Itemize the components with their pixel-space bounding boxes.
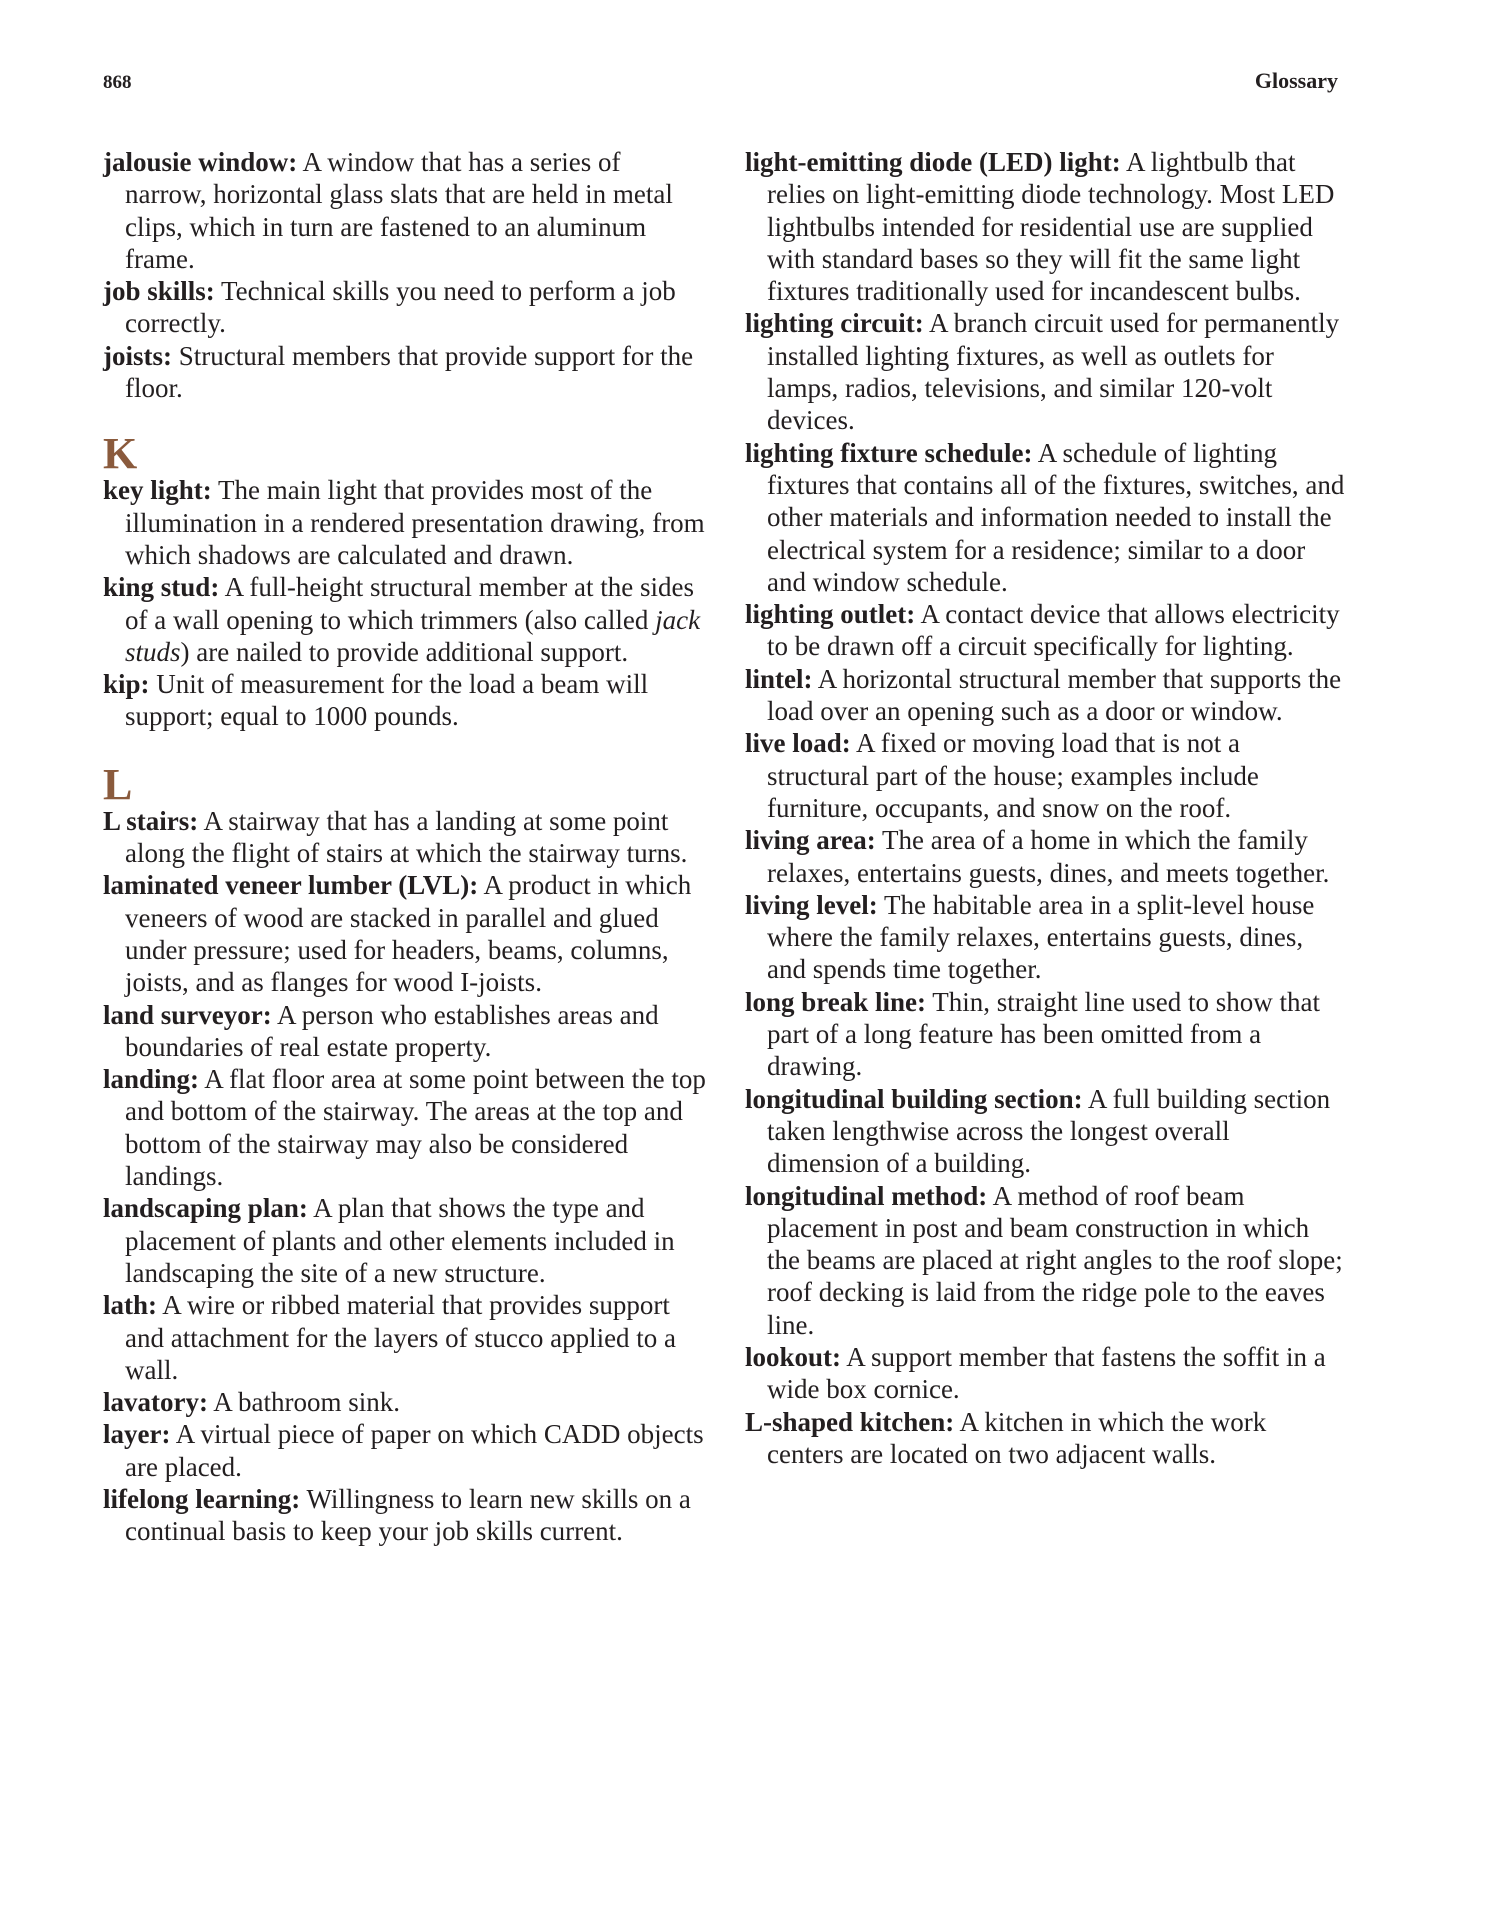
entry-definition: A full-height structural member at the sides of a wall opening to which trimmers (also called xyxy=(125,572,694,635)
glossary-entry xyxy=(745,1083,1345,1180)
letter-heading-k: K xyxy=(103,429,138,479)
entry-definition: A full building section taken lengthwise across the longest overall dimension of a building. xyxy=(767,1083,1331,1179)
entry-definition: A kitchen in which the work centers are located on two adjacent walls. xyxy=(767,1406,1267,1469)
entry-term: key light: xyxy=(103,475,212,506)
entry-definition: A stairway that has a landing at some point along the flight of stairs at which the stairway turns. xyxy=(125,805,688,869)
entry-term: kip: xyxy=(103,669,150,700)
entry-term: joists: xyxy=(103,340,172,371)
running-head: Glossary xyxy=(1254,68,1338,93)
glossary-entry xyxy=(103,1063,708,1192)
entry-definition: The area of a home in which the family relaxes, entertains guests, dines, and meets together. xyxy=(767,825,1330,888)
entry-term: living level: xyxy=(745,889,878,920)
entry-definition: Unit of measurement for the load a beam will support; equal to 1000 pounds. xyxy=(125,669,649,732)
entry-term: job skills: xyxy=(103,276,215,307)
glossary-entry xyxy=(745,307,1345,436)
glossary-entry xyxy=(745,146,1345,307)
entry-term: long break line: xyxy=(745,986,927,1017)
entry-definition: The habitable area in a split-level house where the family relaxes, entertains guests, dines, and spends time together. xyxy=(767,889,1315,985)
entry-term: lighting fixture schedule: xyxy=(745,437,1033,468)
entry-term: lintel: xyxy=(745,663,813,694)
glossary-entry xyxy=(103,1418,708,1483)
entry-definition: The main light that provides most of the illumination in a rendered presentation drawing, from which shadows are calculated and drawn. xyxy=(125,475,705,570)
entry-definition: Structural members that provide support for the floor. xyxy=(125,340,694,404)
entry-definition: A schedule of lighting fixtures that contains all of the fixtures, switches, and other materials and information needed to install the electrical system for a residence; similar to a door and window schedule. xyxy=(767,437,1345,597)
entry-term: living area: xyxy=(745,825,876,856)
glossary-entry xyxy=(745,824,1345,889)
entry-definition: A method of roof beam placement in post and beam construction in which the beams are placed at right angles to the roof slope; roof decking is laid from the ridge pole to the eaves line. xyxy=(767,1180,1343,1340)
entry-term: live load: xyxy=(745,728,851,759)
glossary-entry xyxy=(103,571,708,668)
entry-term: lavatory: xyxy=(103,1387,208,1418)
entry-term: light-emitting diode (LED) light: xyxy=(745,147,1121,177)
entry-definition: A branch circuit used for permanently installed lighting fixtures, as well as outlets for lamps, radios, televisions, and similar 120-volt devices. xyxy=(767,308,1340,436)
entry-term: layer: xyxy=(103,1419,171,1450)
entry-term: lighting outlet: xyxy=(745,599,916,630)
page-number: 868 xyxy=(103,72,132,93)
glossary-entry xyxy=(745,1406,1345,1471)
entry-term: laminated veneer lumber (LVL): xyxy=(103,870,479,901)
entry-definition: A contact device that allows electricity to be drawn off a circuit specifically for lighting. xyxy=(767,599,1340,662)
entry-definition: Technical skills you need to perform a job correctly. xyxy=(125,276,676,339)
entry-definition: A bathroom sink. xyxy=(207,1387,400,1418)
entry-term: L stairs: xyxy=(103,805,199,836)
entry-term: jalousie window: xyxy=(103,147,298,177)
entry-term: lookout: xyxy=(745,1341,842,1372)
entry-definition: A lightbulb that relies on light-emitting diode technology. Most LED lightbulbs intended for residential use are supplied with standard bases so they will fit the same light fixtures traditionally used for incandescent bulbs. xyxy=(767,147,1335,307)
entry-definition: A window that has a series of narrow, horizontal glass slats that are held in metal clips, which in turn are fastened to an aluminum frame. xyxy=(125,147,673,274)
letter-heading-l: L xyxy=(103,759,133,809)
entry-definition: A flat floor area at some point between the top and bottom of the stairway. The areas at the top and bottom of the stairway may also be considered landings. xyxy=(125,1064,706,1192)
entry-term: longitudinal method: xyxy=(745,1180,988,1211)
entry-definition: A fixed or moving load that is not a structural part of the house; examples include furniture, occupants, and snow on the roof. xyxy=(767,728,1259,823)
glossary-entry xyxy=(103,1386,708,1418)
entry-definition: ) are nailed to provide additional support. xyxy=(180,636,629,667)
entry-term: lighting circuit: xyxy=(745,308,924,339)
entry-definition-italic: jack studs xyxy=(125,604,701,667)
entry-definition: Thin, straight line used to show that part of a long feature has been omitted from a drawing. xyxy=(767,986,1320,1082)
glossary-entry xyxy=(103,668,708,733)
right-column xyxy=(745,146,1345,1470)
glossary-entry xyxy=(745,1341,1345,1406)
glossary-entry xyxy=(745,889,1345,986)
entry-term: L-shaped kitchen: xyxy=(745,1406,955,1437)
glossary-entry xyxy=(103,805,708,870)
entry-definition: A wire or ribbed material that provides support and attachment for the layers of stucco applied to a wall. xyxy=(125,1290,677,1385)
glossary-entry xyxy=(103,1289,708,1386)
entry-definition: A support member that fastens the soffit in a wide box cornice. xyxy=(767,1341,1326,1405)
entry-definition: A horizontal structural member that supports the load over an opening such as a door or window. xyxy=(767,663,1342,727)
glossary-entry xyxy=(103,275,708,340)
glossary-entry xyxy=(103,146,708,275)
entry-term: land surveyor: xyxy=(103,999,272,1030)
entry-definition: A product in which veneers of wood are stacked in parallel and glued under pressure; used for headers, beams, columns, joists, and as flanges for wood I-joists. xyxy=(125,870,692,998)
entry-definition: A plan that shows the type and placement of plants and other elements included in landscaping the site of a new structure. xyxy=(125,1193,675,1288)
glossary-entry xyxy=(103,999,708,1064)
glossary-entry xyxy=(103,869,708,998)
glossary-entry xyxy=(745,663,1345,728)
entry-definition: A virtual piece of paper on which CADD objects are placed. xyxy=(125,1419,704,1482)
entry-term: lifelong learning: xyxy=(103,1483,301,1514)
entry-term: king stud: xyxy=(103,572,220,603)
glossary-entry xyxy=(103,474,708,571)
entry-term: landing: xyxy=(103,1064,200,1095)
glossary-entry xyxy=(745,437,1345,598)
glossary-entry xyxy=(103,1192,708,1289)
glossary-entry xyxy=(103,340,708,405)
glossary-entry xyxy=(745,1180,1345,1341)
glossary-entry xyxy=(745,727,1345,824)
entry-definition: A person who establishes areas and boundaries of real estate property. xyxy=(125,999,659,1062)
glossary-entry xyxy=(745,598,1345,663)
entry-term: lath: xyxy=(103,1290,157,1321)
glossary-entry xyxy=(103,1483,708,1548)
glossary-entry xyxy=(745,986,1345,1083)
left-column xyxy=(103,146,708,1548)
entry-term: longitudinal building section: xyxy=(745,1083,1083,1114)
entry-term: landscaping plan: xyxy=(103,1193,308,1224)
entry-definition: Willingness to learn new skills on a continual basis to keep your job skills current. xyxy=(125,1483,691,1547)
